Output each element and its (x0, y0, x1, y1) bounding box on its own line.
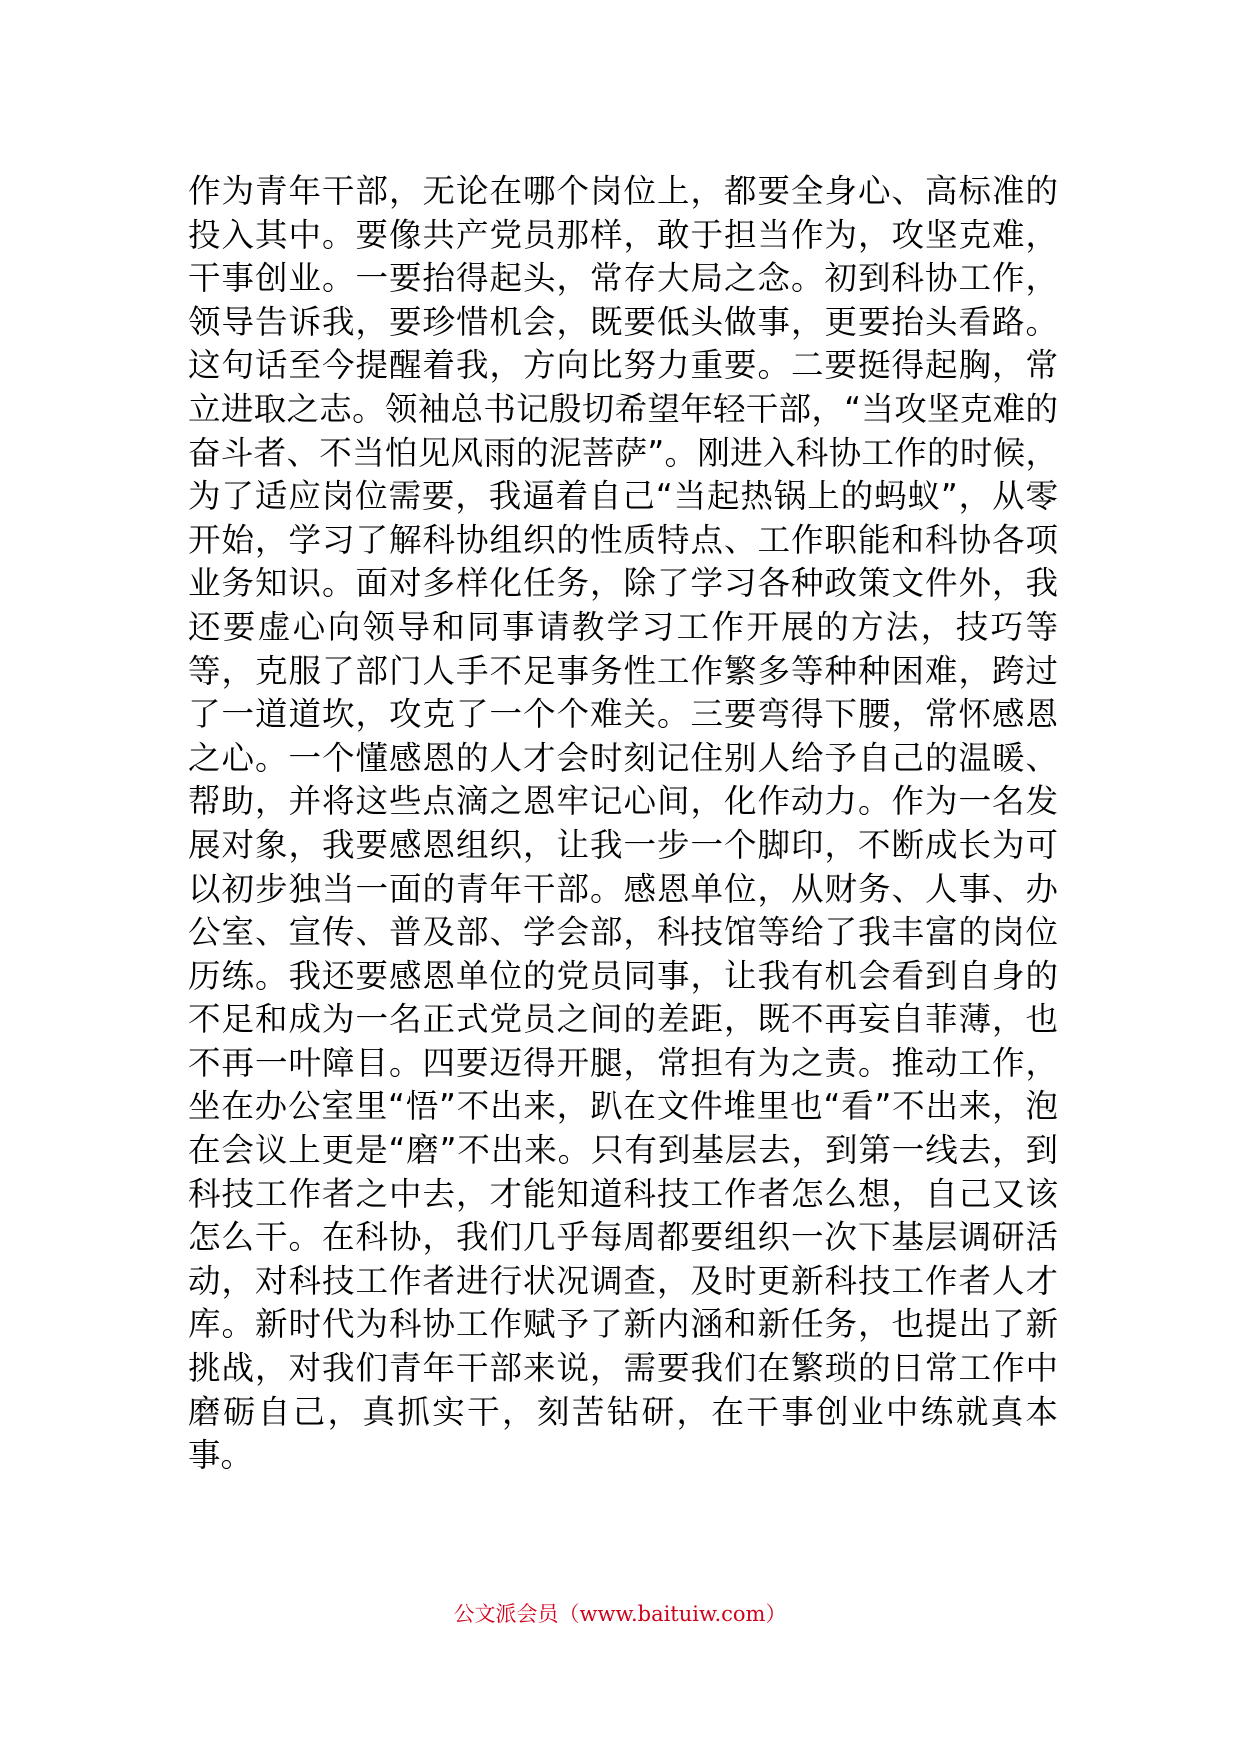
body-paragraph: 作为青年干部，无论在哪个岗位上，都要全身心、高标准的投入其中。要像共产党员那样，敢于担当作为，攻坚克难，干事创业。一要抬得起头，常存大局之念。初到科协工作，领导告诉我，要珍惜机会，既要低头做事，更要抬头看路。这句话至今提醒着我，方向比努力重要。二要挺得起胸，常立进取之志。领袖总书记殷切希望年轻干部，“当攻坚克难的奋斗者、不当怕见风雨的泥菩萨”。刚进入科协工作的时候，为了适应岗位需要，我逼着自己“当起热锅上的蚂蚁”，从零开始，学习了解科协组织的性质特点、工作职能和科协各项业务知识。面对多样化任务，除了学习各种政策文件外，我还要虚心向领导和同事请教学习工作开展的方法，技巧等等，克服了部门人手不足事务性工作繁多等种种困难，跨过了一道道坎，攻克了一个个难关。三要弯得下腰，常怀感恩之心。一个懂感恩的人才会时刻记住别人给予自己的温暖、帮助，并将这些点滴之恩牢记心间，化作动力。作为一名发展对象，我要感恩组织，让我一步一个脚印，不断成长为可以初步独当一面的青年干部。感恩单位，从财务、人事、办公室、宣传、普及部、学会部，科技馆等给了我丰富的岗位历练。我还要感恩单位的党员同事，让我有机会看到自身的不足和成为一名正式党员之间的差距，既不再妄自菲薄，也不再一叶障目。四要迈得开腿，常担有为之责。推动工作，坐在办公室里“悟”不出来，趴在文件堆里也“看”不出来，泡在会议上更是“磨”不出来。只有到基层去，到第一线去，到科技工作者之中去，才能知道科技工作者怎么想，自己又该怎么干。在科协，我们几乎每周都要组织一次下基层调研活动，对科技工作者进行状况调查，及时更新科技工作者人才库。新时代为科协工作赋予了新内涵和新任务，也提出了新挑战，对我们青年干部来说，需要我们在繁琐的日常工作中磨砺自己，真抓实干，刻苦钻研，在干事创业中练就真本事。 (188, 172, 1058, 1475)
footer-watermark-link[interactable]: 公文派会员（www.baituiw.com） (453, 1602, 787, 1626)
